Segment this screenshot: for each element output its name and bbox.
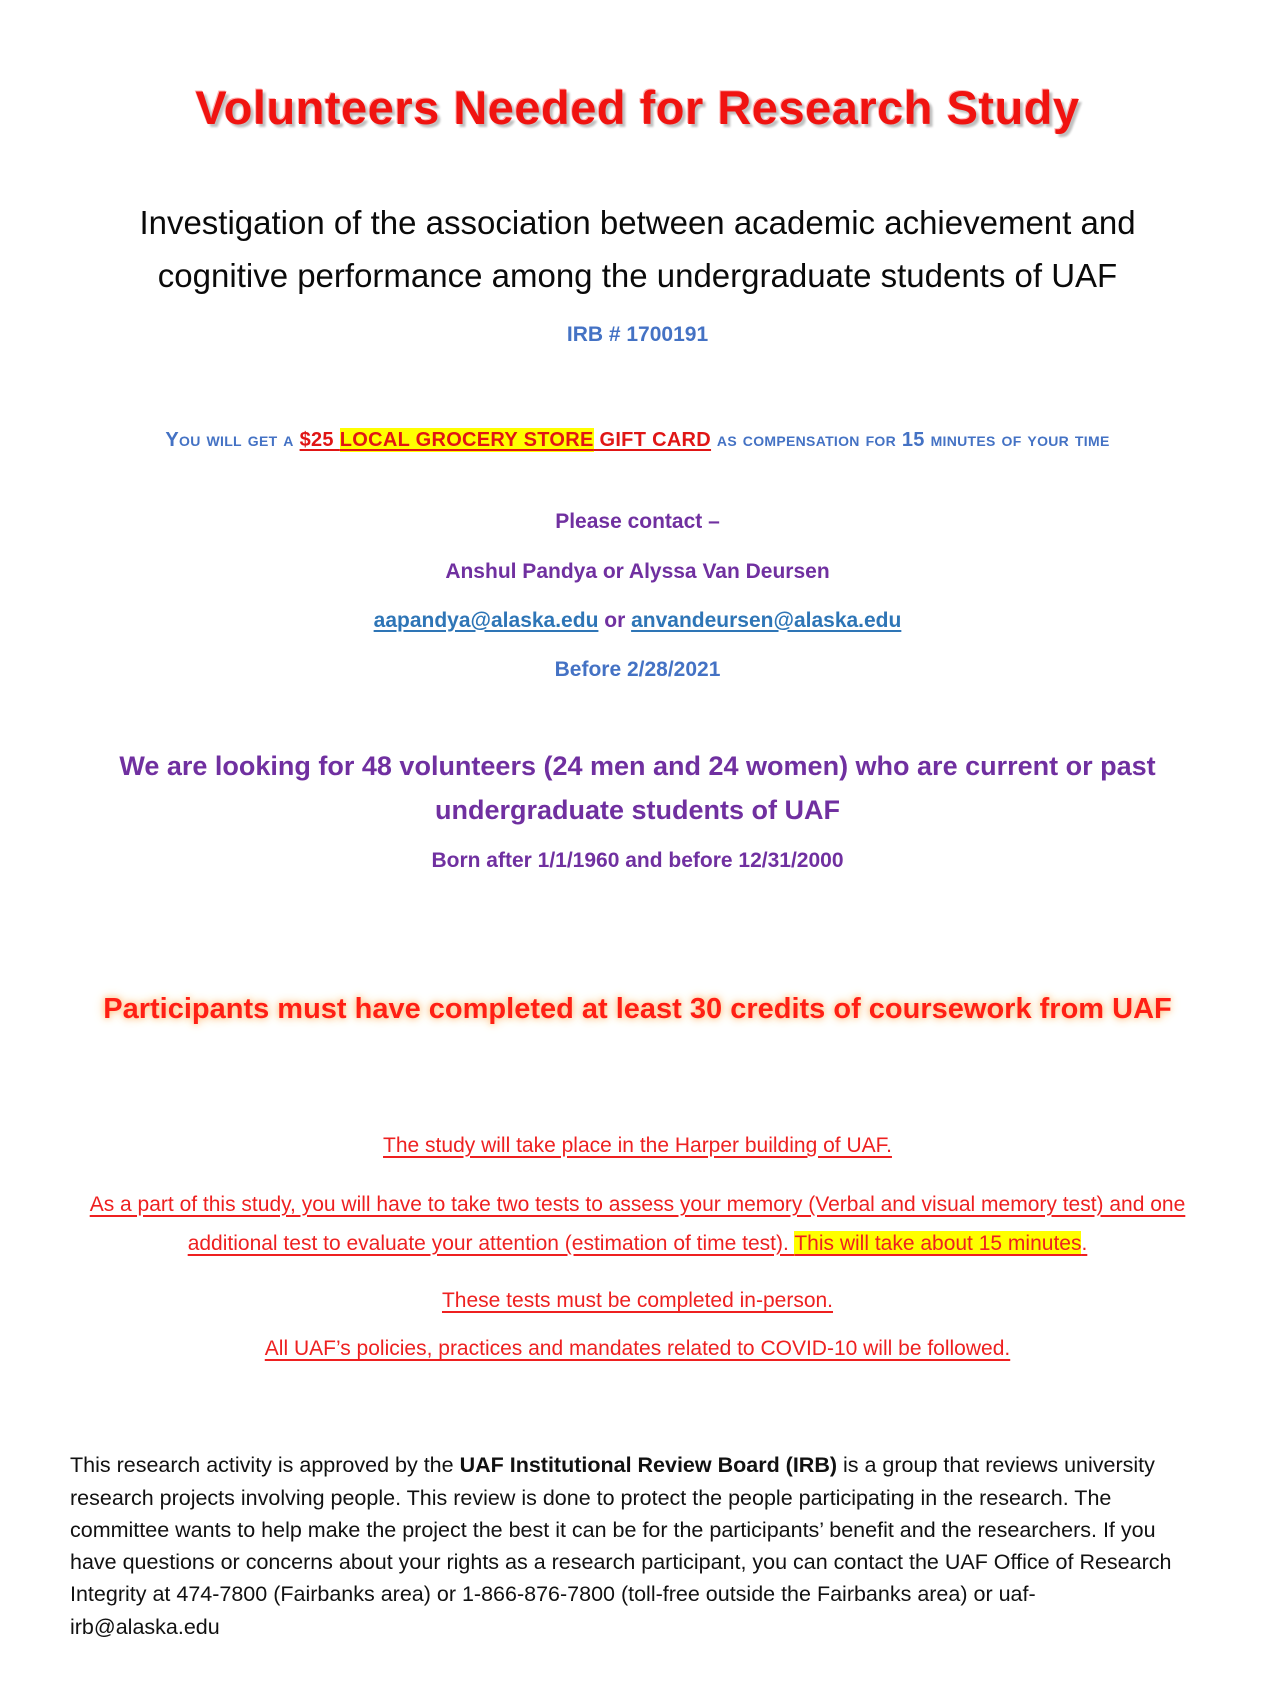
irb-paragraph-rest: is a group that reviews university research projects involving people. This review is done to protect the people participating in the research. The committee wants to help make the project the best it can be for the participants’ benefit and the researchers. If you have questions or concerns about your rights as a research participant, you can contact the UAF Office of Research Integrity at 474-7800 (Fairbanks area) or 1-866-876-7800 (toll-free outside the Fairbanks area) or uaf-irb@alaska.edu	[70, 1453, 1172, 1639]
compensation-highlight: LOCAL GROCERY STORE	[339, 428, 594, 451]
contact-heading: Please contact –	[555, 509, 720, 533]
recruitment-heading: We are looking for 48 volunteers (24 men and 24 women) who are current or past undergraduate students of UAF	[119, 750, 1156, 826]
irb-number: IRB # 1700191	[566, 322, 709, 346]
contact-emails	[70, 609, 1205, 633]
compensation-line	[70, 429, 1205, 452]
irb-board-name: UAF Institutional Review Board (IRB)	[459, 1453, 838, 1478]
irb-paragraph-start: This research activity is approved by the	[70, 1453, 460, 1478]
in-person-note: These tests must be completed in-person.	[441, 1289, 834, 1313]
credits-requirement: Participants must have completed at least 30 credits of coursework from UAF	[103, 992, 1172, 1025]
compensation-suffix: as compensation for 15 minutes of your time	[711, 428, 1110, 451]
contact-names: Anshul Pandya or Alyssa Van Deursen	[445, 559, 830, 583]
study-tests	[70, 1186, 1205, 1264]
study-tests-highlight: This will take about 15 minutes	[794, 1231, 1082, 1255]
irb-approval-paragraph	[70, 1449, 1175, 1643]
study-tests-text: As a part of this study, you will have to take two tests to assess your memory (Verbal and visual memory test) and one additional test to evaluate your attention (estimation of time test).	[89, 1192, 1186, 1255]
contact-deadline: Before 2/28/2021	[554, 657, 721, 681]
flyer-title: Volunteers Needed for Research Study	[195, 81, 1080, 134]
email-link-anvandeursen[interactable]: anvandeursen@alaska.edu	[631, 608, 902, 632]
email-link-aapandya[interactable]: aapandya@alaska.edu	[373, 608, 599, 632]
birth-range: Born after 1/1/1960 and before 12/31/2000	[431, 848, 844, 872]
study-title: Investigation of the association between academic achievement and cognitive performance among the undergraduate students of UAF	[139, 204, 1136, 294]
compensation-gift-card: GIFT CARD	[593, 428, 712, 451]
study-tests-period: .	[1081, 1231, 1088, 1255]
study-location: The study will take place in the Harper building of UAF.	[383, 1133, 892, 1157]
email-separator: or	[598, 608, 632, 632]
compensation-red-segment	[300, 428, 711, 452]
compensation-prefix: You will get a	[165, 428, 300, 451]
compensation-amount: $25	[299, 428, 340, 451]
covid-note: All UAF’s policies, practices and mandates related to COVID-10 will be followed.	[264, 1337, 1011, 1361]
